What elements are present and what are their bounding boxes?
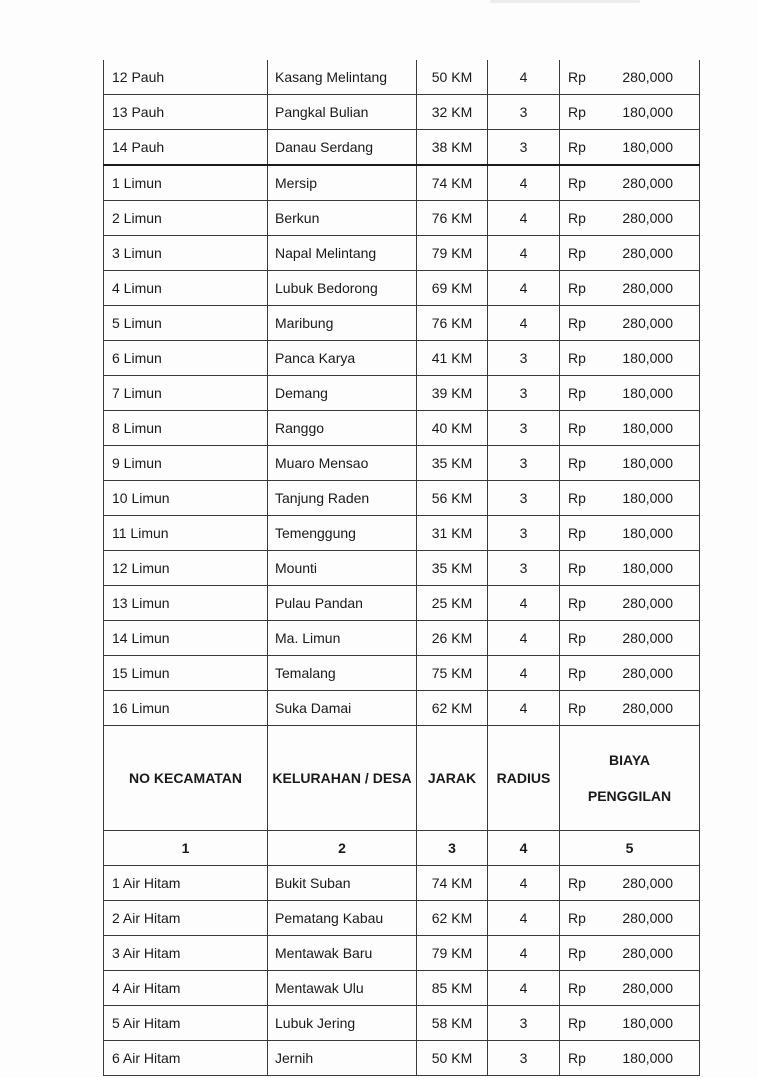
amount-value: 280,000	[622, 69, 673, 85]
cell-kecamatan: 16 Limun	[104, 691, 268, 726]
cell-kelurahan-desa: Berkun	[268, 201, 417, 236]
cell-kecamatan: 12 Pauh	[104, 60, 268, 95]
cell-jarak: 32 KM	[417, 95, 488, 130]
cell-jarak: 31 KM	[417, 516, 488, 551]
cell-biaya	[560, 165, 700, 201]
currency-label: Rp	[568, 875, 586, 891]
cell-biaya	[560, 866, 700, 901]
amount-value: 180,000	[622, 139, 673, 155]
header-radius: RADIUS	[488, 726, 560, 831]
column-number: 3	[417, 831, 488, 866]
table-row	[104, 1041, 700, 1076]
cell-jarak: 40 KM	[417, 411, 488, 446]
amount-value: 180,000	[622, 525, 673, 541]
cell-radius: 4	[488, 165, 560, 201]
cell-radius: 3	[488, 551, 560, 586]
cell-kelurahan-desa: Tanjung Raden	[268, 481, 417, 516]
currency-label: Rp	[568, 595, 586, 611]
cell-biaya	[560, 201, 700, 236]
cell-radius: 4	[488, 656, 560, 691]
currency-label: Rp	[568, 1015, 586, 1031]
column-number: 5	[560, 831, 700, 866]
cell-jarak: 75 KM	[417, 656, 488, 691]
currency-label: Rp	[568, 350, 586, 366]
currency-label: Rp	[568, 980, 586, 996]
cell-biaya	[560, 341, 700, 376]
cell-kecamatan: 13 Pauh	[104, 95, 268, 130]
cell-kecamatan: 12 Limun	[104, 551, 268, 586]
cell-radius: 4	[488, 236, 560, 271]
cell-jarak: 41 KM	[417, 341, 488, 376]
cell-kecamatan: 14 Limun	[104, 621, 268, 656]
cell-biaya	[560, 411, 700, 446]
amount-value: 280,000	[622, 665, 673, 681]
cell-biaya	[560, 481, 700, 516]
cell-jarak: 38 KM	[417, 130, 488, 166]
cell-biaya	[560, 130, 700, 166]
currency-label: Rp	[568, 315, 586, 331]
cell-radius: 4	[488, 621, 560, 656]
amount-value: 180,000	[622, 350, 673, 366]
cell-radius: 3	[488, 95, 560, 130]
currency-label: Rp	[568, 210, 586, 226]
currency-label: Rp	[568, 945, 586, 961]
cell-jarak: 62 KM	[417, 901, 488, 936]
currency-label: Rp	[568, 139, 586, 155]
amount-value: 280,000	[622, 630, 673, 646]
cell-jarak: 74 KM	[417, 866, 488, 901]
cell-biaya	[560, 1041, 700, 1076]
cell-biaya	[560, 621, 700, 656]
cell-kecamatan: 1 Air Hitam	[104, 866, 268, 901]
table-row	[104, 376, 700, 411]
cell-kelurahan-desa: Pangkal Bulian	[268, 95, 417, 130]
table-header-block	[104, 726, 700, 866]
currency-label: Rp	[568, 455, 586, 471]
currency-label: Rp	[568, 525, 586, 541]
table-row	[104, 866, 700, 901]
amount-value: 180,000	[622, 1015, 673, 1031]
cell-jarak: 62 KM	[417, 691, 488, 726]
cell-radius: 4	[488, 306, 560, 341]
cell-kecamatan: 10 Limun	[104, 481, 268, 516]
table-row	[104, 411, 700, 446]
header-biaya-penggilan	[560, 726, 700, 831]
cell-biaya	[560, 95, 700, 130]
cell-radius: 3	[488, 1006, 560, 1041]
cell-radius: 3	[488, 376, 560, 411]
cell-biaya	[560, 656, 700, 691]
cell-kelurahan-desa: Demang	[268, 376, 417, 411]
amount-value: 180,000	[622, 1050, 673, 1066]
currency-label: Rp	[568, 420, 586, 436]
cell-kelurahan-desa: Bukit Suban	[268, 866, 417, 901]
cell-biaya	[560, 271, 700, 306]
cell-kecamatan: 4 Air Hitam	[104, 971, 268, 1006]
header-biaya-line2: PENGGILAN	[587, 788, 672, 804]
amount-value: 280,000	[622, 595, 673, 611]
amount-value: 280,000	[622, 245, 673, 261]
table-body-top	[104, 60, 700, 726]
cell-radius: 3	[488, 1041, 560, 1076]
cell-radius: 4	[488, 60, 560, 95]
amount-value: 280,000	[622, 910, 673, 926]
header-jarak: JARAK	[417, 726, 488, 831]
currency-label: Rp	[568, 630, 586, 646]
cell-jarak: 25 KM	[417, 586, 488, 621]
cell-radius: 4	[488, 586, 560, 621]
header-kelurahan-desa: KELURAHAN / DESA	[268, 726, 417, 831]
table-row	[104, 341, 700, 376]
column-number: 4	[488, 831, 560, 866]
cell-kelurahan-desa: Ma. Limun	[268, 621, 417, 656]
cell-biaya	[560, 551, 700, 586]
cell-kecamatan: 4 Limun	[104, 271, 268, 306]
cell-radius: 4	[488, 866, 560, 901]
cell-biaya	[560, 60, 700, 95]
cell-radius: 3	[488, 341, 560, 376]
table-row	[104, 691, 700, 726]
cell-kecamatan: 14 Pauh	[104, 130, 268, 166]
cell-kelurahan-desa: Pematang Kabau	[268, 901, 417, 936]
cell-kecamatan: 6 Limun	[104, 341, 268, 376]
cell-biaya	[560, 376, 700, 411]
column-number: 2	[268, 831, 417, 866]
cell-jarak: 56 KM	[417, 481, 488, 516]
currency-label: Rp	[568, 665, 586, 681]
table-row	[104, 481, 700, 516]
cell-kelurahan-desa: Suka Damai	[268, 691, 417, 726]
cell-kelurahan-desa: Jernih	[268, 1041, 417, 1076]
table-row	[104, 936, 700, 971]
cell-jarak: 69 KM	[417, 271, 488, 306]
cell-kecamatan: 3 Air Hitam	[104, 936, 268, 971]
cell-kecamatan: 7 Limun	[104, 376, 268, 411]
currency-label: Rp	[568, 560, 586, 576]
table-row	[104, 901, 700, 936]
cell-kelurahan-desa: Pulau Pandan	[268, 586, 417, 621]
table-row	[104, 586, 700, 621]
amount-value: 280,000	[622, 945, 673, 961]
table-row	[104, 236, 700, 271]
cell-jarak: 79 KM	[417, 936, 488, 971]
cell-kelurahan-desa: Muaro Mensao	[268, 446, 417, 481]
header-biaya-line1: BIAYA	[609, 752, 650, 768]
cell-kelurahan-desa: Maribung	[268, 306, 417, 341]
table-row	[104, 306, 700, 341]
cell-kelurahan-desa: Lubuk Bedorong	[268, 271, 417, 306]
cell-biaya	[560, 516, 700, 551]
cell-biaya	[560, 1006, 700, 1041]
header-no-kecamatan: NO KECAMATAN	[104, 726, 268, 831]
amount-value: 280,000	[622, 280, 673, 296]
cell-kecamatan: 9 Limun	[104, 446, 268, 481]
cell-jarak: 50 KM	[417, 1041, 488, 1076]
cell-jarak: 50 KM	[417, 60, 488, 95]
amount-value: 280,000	[622, 700, 673, 716]
cell-kecamatan: 2 Air Hitam	[104, 901, 268, 936]
cell-kelurahan-desa: Mentawak Baru	[268, 936, 417, 971]
cell-jarak: 79 KM	[417, 236, 488, 271]
cell-radius: 4	[488, 936, 560, 971]
cell-kecamatan: 1 Limun	[104, 165, 268, 201]
cell-kelurahan-desa: Mentawak Ulu	[268, 971, 417, 1006]
table-row	[104, 971, 700, 1006]
cell-kecamatan: 5 Limun	[104, 306, 268, 341]
currency-label: Rp	[568, 700, 586, 716]
table-body-bottom	[104, 866, 700, 1076]
cell-kelurahan-desa: Temalang	[268, 656, 417, 691]
cell-biaya	[560, 936, 700, 971]
cell-kecamatan: 5 Air Hitam	[104, 1006, 268, 1041]
amount-value: 280,000	[622, 980, 673, 996]
table-row	[104, 95, 700, 130]
amount-value: 180,000	[622, 385, 673, 401]
currency-label: Rp	[568, 490, 586, 506]
cell-biaya	[560, 236, 700, 271]
cell-kecamatan: 15 Limun	[104, 656, 268, 691]
currency-label: Rp	[568, 1050, 586, 1066]
cell-radius: 3	[488, 130, 560, 166]
cell-kelurahan-desa: Temenggung	[268, 516, 417, 551]
table-row	[104, 130, 700, 166]
cell-radius: 3	[488, 516, 560, 551]
column-number-row	[104, 831, 700, 866]
cell-radius: 4	[488, 271, 560, 306]
currency-label: Rp	[568, 104, 586, 120]
cell-jarak: 76 KM	[417, 306, 488, 341]
cell-radius: 3	[488, 481, 560, 516]
table-row	[104, 60, 700, 95]
cell-jarak: 74 KM	[417, 165, 488, 201]
cell-kelurahan-desa: Mounti	[268, 551, 417, 586]
currency-label: Rp	[568, 910, 586, 926]
cell-biaya	[560, 586, 700, 621]
amount-value: 180,000	[622, 455, 673, 471]
cell-kelurahan-desa: Lubuk Jering	[268, 1006, 417, 1041]
cell-jarak: 76 KM	[417, 201, 488, 236]
table-row	[104, 1006, 700, 1041]
cell-kecamatan: 3 Limun	[104, 236, 268, 271]
table-row	[104, 621, 700, 656]
table-row	[104, 165, 700, 201]
cell-biaya	[560, 691, 700, 726]
cell-jarak: 58 KM	[417, 1006, 488, 1041]
column-number: 1	[104, 831, 268, 866]
cell-radius: 3	[488, 446, 560, 481]
cell-jarak: 35 KM	[417, 446, 488, 481]
cell-radius: 3	[488, 411, 560, 446]
village-cost-table	[103, 60, 700, 1076]
amount-value: 180,000	[622, 104, 673, 120]
cell-radius: 4	[488, 901, 560, 936]
cell-radius: 4	[488, 201, 560, 236]
table-row	[104, 516, 700, 551]
cell-kelurahan-desa: Napal Melintang	[268, 236, 417, 271]
scan-smudge	[490, 0, 640, 3]
amount-value: 280,000	[622, 875, 673, 891]
header-row	[104, 726, 700, 831]
cell-jarak: 39 KM	[417, 376, 488, 411]
table-row	[104, 551, 700, 586]
cell-kecamatan: 6 Air Hitam	[104, 1041, 268, 1076]
table-row	[104, 656, 700, 691]
cell-kecamatan: 13 Limun	[104, 586, 268, 621]
cell-biaya	[560, 446, 700, 481]
amount-value: 180,000	[622, 490, 673, 506]
cell-kelurahan-desa: Panca Karya	[268, 341, 417, 376]
table-row	[104, 201, 700, 236]
cell-kecamatan: 8 Limun	[104, 411, 268, 446]
cell-kelurahan-desa: Kasang Melintang	[268, 60, 417, 95]
amount-value: 280,000	[622, 175, 673, 191]
table-row	[104, 271, 700, 306]
cell-biaya	[560, 971, 700, 1006]
cell-kelurahan-desa: Ranggo	[268, 411, 417, 446]
amount-value: 280,000	[622, 210, 673, 226]
cell-biaya	[560, 306, 700, 341]
currency-label: Rp	[568, 69, 586, 85]
table-row	[104, 446, 700, 481]
cell-radius: 4	[488, 691, 560, 726]
currency-label: Rp	[568, 280, 586, 296]
cell-jarak: 35 KM	[417, 551, 488, 586]
cell-kelurahan-desa: Mersip	[268, 165, 417, 201]
cell-radius: 4	[488, 971, 560, 1006]
currency-label: Rp	[568, 175, 586, 191]
cell-jarak: 85 KM	[417, 971, 488, 1006]
cell-kecamatan: 11 Limun	[104, 516, 268, 551]
amount-value: 180,000	[622, 560, 673, 576]
cell-kelurahan-desa: Danau Serdang	[268, 130, 417, 166]
amount-value: 280,000	[622, 315, 673, 331]
cell-kecamatan: 2 Limun	[104, 201, 268, 236]
cell-biaya	[560, 901, 700, 936]
currency-label: Rp	[568, 385, 586, 401]
amount-value: 180,000	[622, 420, 673, 436]
currency-label: Rp	[568, 245, 586, 261]
cell-jarak: 26 KM	[417, 621, 488, 656]
